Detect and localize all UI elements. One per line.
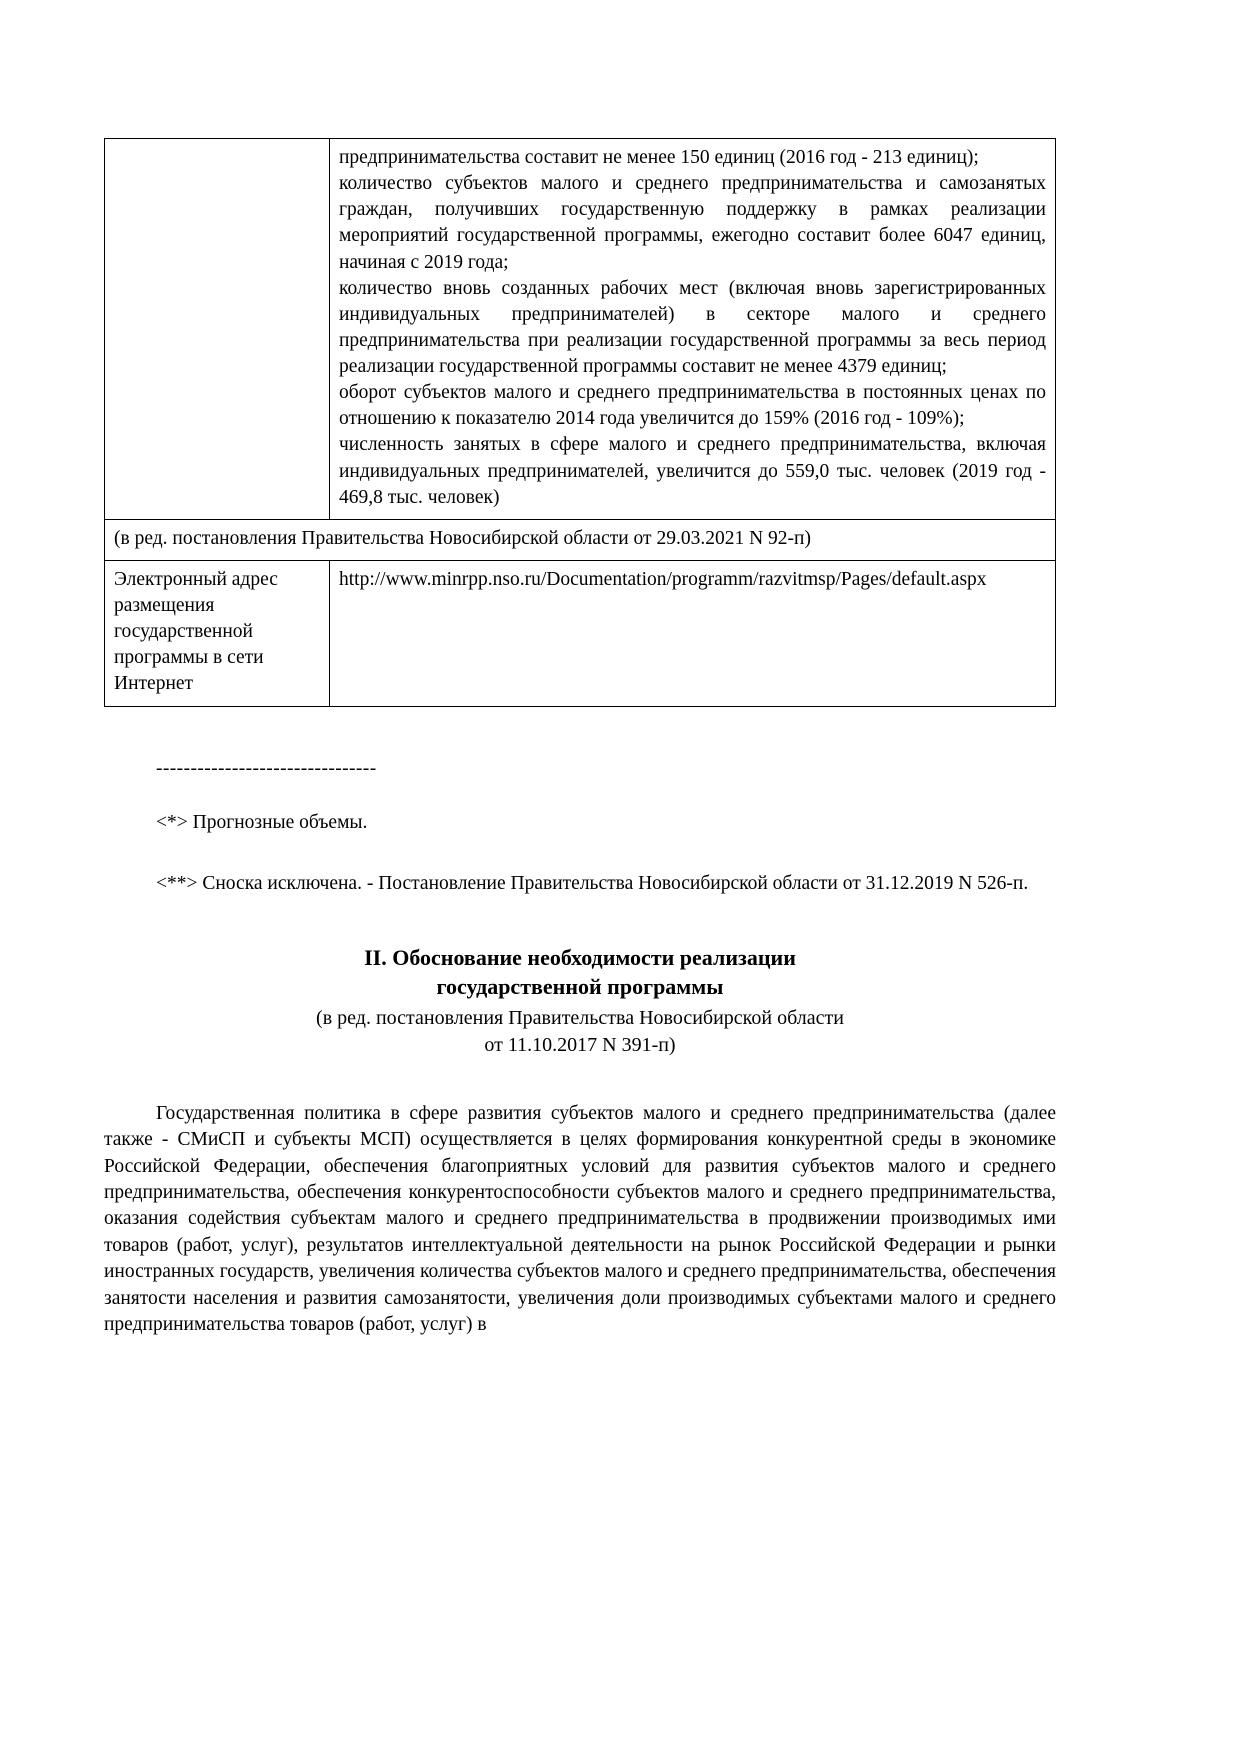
amendment-note-text: (в ред. постановления Правительства Новосибирской области от 29.03.2021 N 92-п) xyxy=(114,527,811,549)
body-paragraph: Государственная политика в сфере развития субъектов малого и среднего предпринимательства (далее также - СМиСП и субъекты МСП) осуществляется в целях формирования конкурентной среды в экономике Российской Федерации, обеспечения благоприятных условий для развития субъектов малого и среднего предпринимательства, обеспечения конкурентоспособности субъектов малого и среднего предпринимательства, оказания содействия субъектам малого и среднего предпринимательства в продвижении производимых ими товаров (работ, услуг), результатов интеллектуальной деятельности на рынок Российской Федерации и рынки иностранных государств, увеличения количества субъектов малого и среднего предпринимательства, обеспечения занятости населения и развития самозанятости, увеличения доли производимых субъектами малого и среднего предпринимательства товаров (работ, услуг) в xyxy=(104,1102,1056,1336)
table-row xyxy=(105,560,1056,706)
page-content xyxy=(104,138,1056,1338)
page-title xyxy=(104,943,1056,1001)
section-title-line-2: государственной программы xyxy=(436,974,724,1000)
indicator-paragraph: количество вновь созданных рабочих мест (включая вновь зарегистрированных индивидуальных предпринимателей) в секторе малого и среднего предпринимательства при реализации государственной программы за весь период реализации государственной программы составит не менее 4379 единиц; xyxy=(339,277,1046,377)
table-cell-url xyxy=(330,560,1056,706)
footnote-separator: -------------------------------- xyxy=(156,757,377,779)
table-cell-label xyxy=(105,560,330,706)
section-subtitle xyxy=(104,1005,1056,1059)
label-text: Электронный адрес размещения государственной программы в сети Интернет xyxy=(114,568,278,695)
section-subtitle-line-2: от 11.10.2017 N 391-п) xyxy=(484,1033,676,1056)
indicator-paragraph: предпринимательства составит не менее 150 единиц (2016 год - 213 единиц); xyxy=(339,147,979,168)
table-cell-amendment-note xyxy=(105,519,1056,560)
footnote-two: <**> Сноска исключена. - Постановление Правительства Новосибирской области от 31.12.2019 N 526-п. xyxy=(156,872,1029,894)
indicator-paragraph: оборот субъектов малого и среднего предпринимательства в постоянных ценах по отношению к показателю 2014 года увеличится до 159% (2016 год - 109%); xyxy=(339,382,1046,430)
indicator-paragraph: количество субъектов малого и среднего предпринимательства и самозанятых граждан, получивших государственную поддержку в рамках реализации мероприятий государственной программы, ежегодно составит более 6047 единиц, начиная с 2019 года; xyxy=(339,173,1046,273)
program-info-table xyxy=(104,138,1056,707)
section-subtitle-line-1: (в ред. постановления Правительства Новосибирской области xyxy=(316,1007,844,1030)
indicator-paragraph: численность занятых в сфере малого и среднего предпринимательства, включая индивидуальных предпринимателей, увеличится до 559,0 тыс. человек (2019 год - 469,8 тыс. человек) xyxy=(339,434,1046,508)
table-cell-label xyxy=(105,139,330,520)
table-cell-value xyxy=(330,139,1056,520)
table-row xyxy=(105,139,1056,520)
program-url-text: http://www.minrpp.nso.ru/Documentation/programm/razvitmsp/Pages/default.aspx xyxy=(339,568,987,590)
footnote-one: <*> Прогнозные объемы. xyxy=(156,812,368,833)
table-row xyxy=(105,519,1056,560)
section-title-line-1: II. Обоснование необходимости реализации xyxy=(364,945,796,971)
